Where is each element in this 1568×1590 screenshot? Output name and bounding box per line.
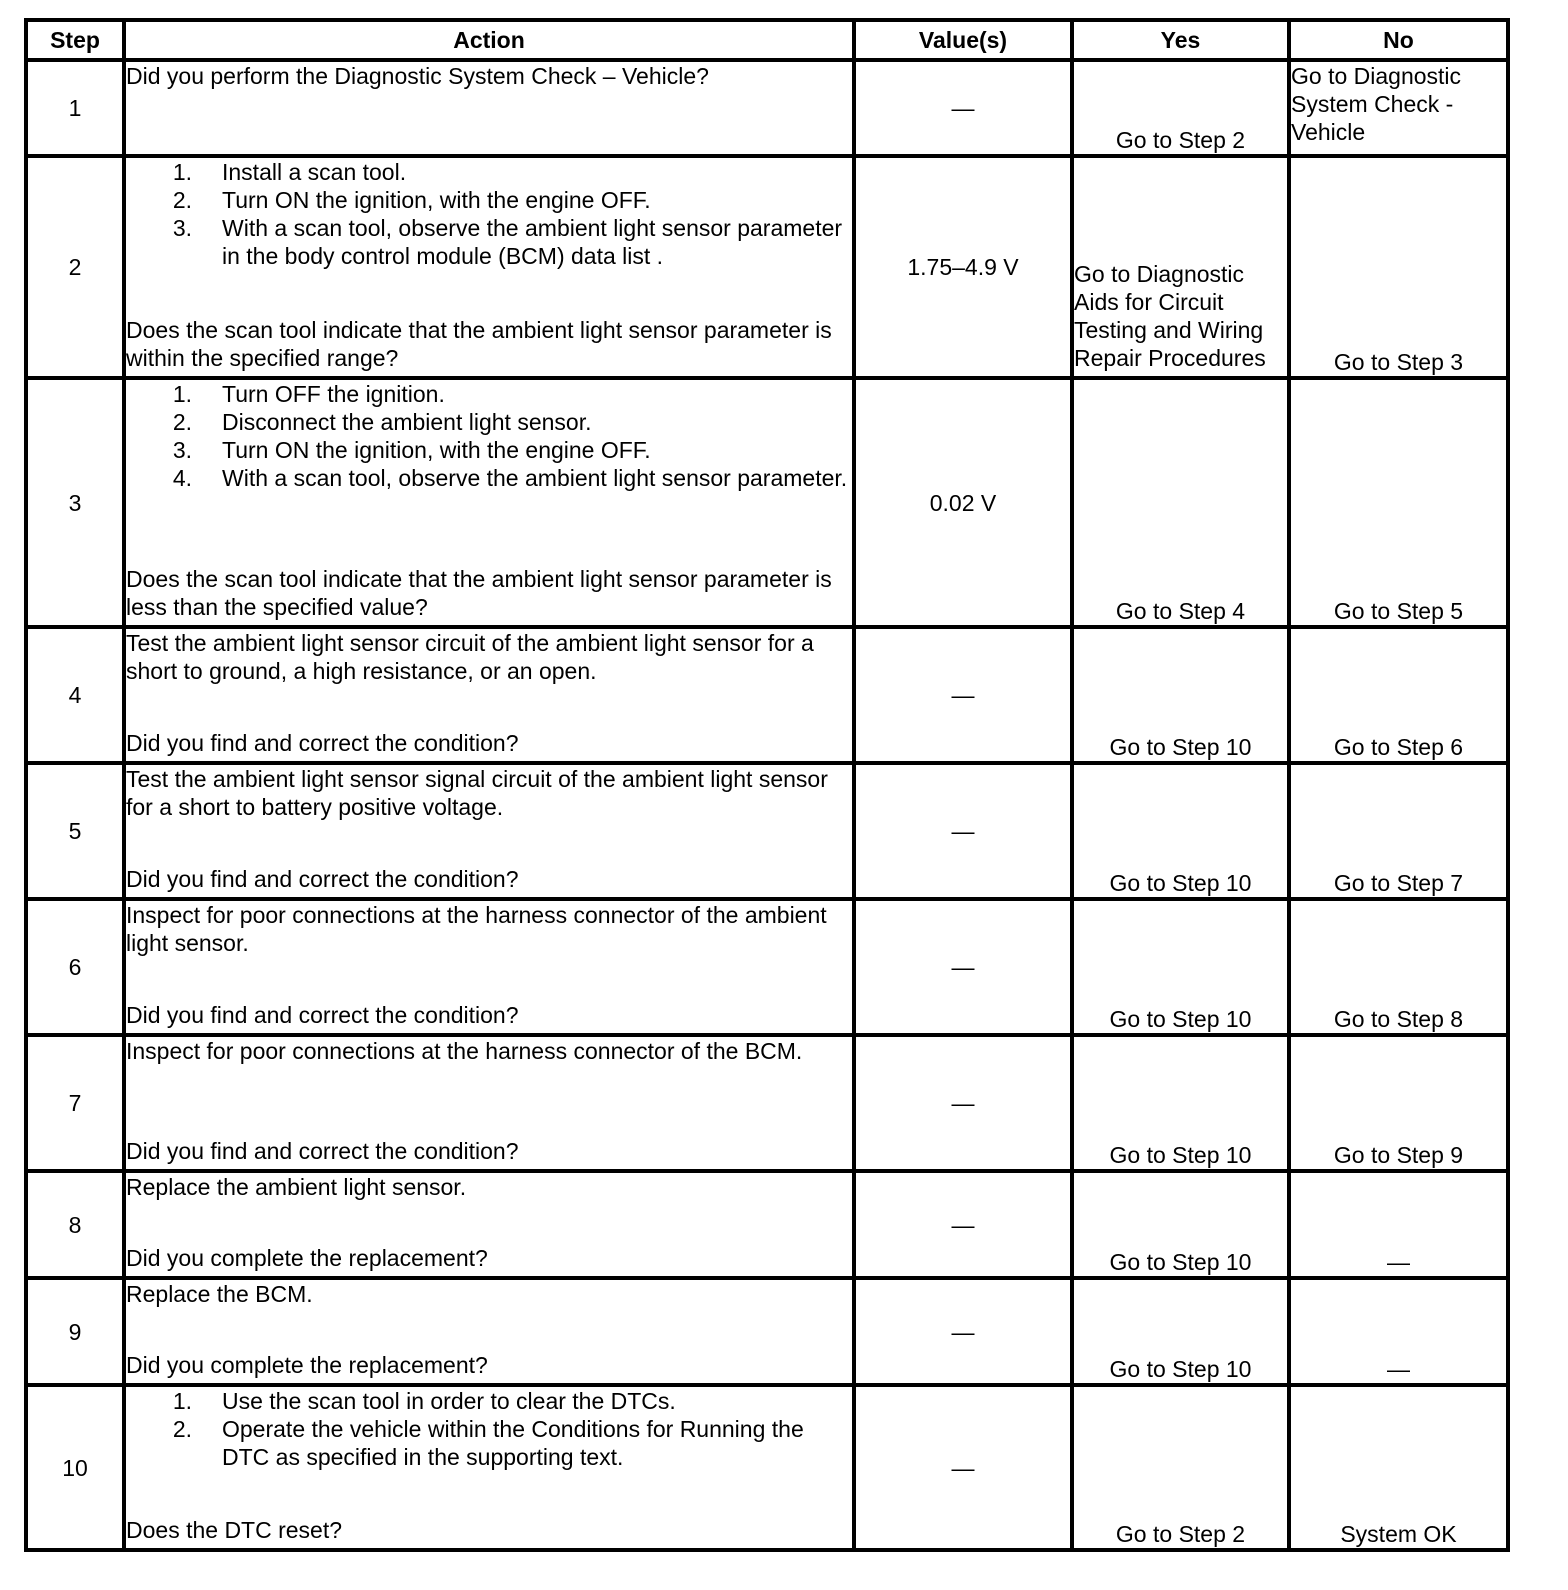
- no-cell: Go to Step 3: [1289, 156, 1508, 378]
- header-yes: Yes: [1072, 20, 1289, 60]
- value-cell: 1.75–4.9 V: [854, 156, 1072, 378]
- action-text: Inspect for poor connections at the harness connector of the ambient light sensor.: [126, 902, 827, 956]
- action-cell: [124, 899, 854, 1035]
- action-cell: [124, 1385, 854, 1550]
- step-number: 9: [26, 1278, 124, 1385]
- step-number: 2: [26, 156, 124, 378]
- action-cell: [124, 627, 854, 763]
- list-item: 1. Turn OFF the ignition.: [172, 381, 445, 407]
- yes-cell: Go to Step 10: [1072, 899, 1289, 1035]
- yes-cell: Go to Step 10: [1072, 1278, 1289, 1385]
- yes-cell: Go to Step 10: [1072, 627, 1289, 763]
- table-row: [26, 627, 1508, 763]
- yes-cell: Go to Diagnostic Aids for Circuit Testing and Wiring Repair Procedures: [1072, 156, 1289, 378]
- action-question: Did you find and correct the condition?: [126, 730, 519, 756]
- action-list: [126, 1387, 852, 1471]
- no-cell: Go to Step 6: [1289, 627, 1508, 763]
- action-cell: [124, 1278, 854, 1385]
- step-number: 3: [26, 378, 124, 627]
- table-row: [26, 1035, 1508, 1171]
- action-text: Test the ambient light sensor circuit of the ambient light sensor for a short to ground, a high resistance, or an open.: [126, 630, 814, 684]
- no-cell: Go to Diagnostic System Check - Vehicle: [1289, 60, 1508, 156]
- list-item: 2. Disconnect the ambient light sensor.: [172, 409, 592, 435]
- step-number: 10: [26, 1385, 124, 1550]
- value-cell: —: [854, 627, 1072, 763]
- table-row: [26, 378, 1508, 627]
- yes-cell: Go to Step 2: [1072, 60, 1289, 156]
- action-cell: [124, 763, 854, 899]
- action-cell: [124, 1035, 854, 1171]
- action-text: Test the ambient light sensor signal circuit of the ambient light sensor for a short to battery positive voltage.: [126, 766, 828, 820]
- list-item: 3. With a scan tool, observe the ambient light sensor parameter in the body control module (BCM) data list .: [172, 215, 843, 269]
- action-question: Did you find and correct the condition?: [126, 1002, 519, 1028]
- yes-cell: Go to Step 10: [1072, 1171, 1289, 1278]
- value-cell: —: [854, 1278, 1072, 1385]
- value-cell: —: [854, 1385, 1072, 1550]
- no-cell: Go to Step 5: [1289, 378, 1508, 627]
- table-row: [26, 763, 1508, 899]
- diagnostic-table: [24, 18, 1510, 1552]
- no-cell: —: [1289, 1278, 1508, 1385]
- action-question: Did you find and correct the condition?: [126, 1138, 519, 1164]
- header-values: Value(s): [854, 20, 1072, 60]
- no-cell: Go to Step 9: [1289, 1035, 1508, 1171]
- action-question: Does the scan tool indicate that the ambient light sensor parameter is within the specified range?: [126, 317, 832, 371]
- list-item: 2. Operate the vehicle within the Conditions for Running the DTC as specified in the supporting text.: [172, 1416, 804, 1470]
- value-cell: —: [854, 1035, 1072, 1171]
- action-list: [126, 380, 852, 492]
- action-text: Replace the BCM.: [126, 1281, 313, 1307]
- action-cell: [124, 378, 854, 627]
- table-row: [26, 1385, 1508, 1550]
- no-cell: System OK: [1289, 1385, 1508, 1550]
- yes-cell: Go to Step 10: [1072, 1035, 1289, 1171]
- table-row: [26, 156, 1508, 378]
- value-cell: —: [854, 60, 1072, 156]
- yes-cell: Go to Step 4: [1072, 378, 1289, 627]
- header-no: No: [1289, 20, 1508, 60]
- step-number: 5: [26, 763, 124, 899]
- header-action: Action: [124, 20, 854, 60]
- value-cell: —: [854, 763, 1072, 899]
- action-text: Inspect for poor connections at the harness connector of the BCM.: [126, 1038, 803, 1064]
- action-question: Did you complete the replacement?: [126, 1245, 488, 1271]
- action-question: Does the DTC reset?: [126, 1517, 343, 1543]
- table-row: [26, 899, 1508, 1035]
- value-cell: —: [854, 1171, 1072, 1278]
- list-item: 1. Install a scan tool.: [172, 159, 407, 185]
- yes-cell: Go to Step 2: [1072, 1385, 1289, 1550]
- header-row: [26, 20, 1508, 60]
- list-item: 3. Turn ON the ignition, with the engine OFF.: [172, 437, 651, 463]
- action-question: Did you perform the Diagnostic System Check – Vehicle?: [126, 63, 709, 89]
- no-cell: Go to Step 7: [1289, 763, 1508, 899]
- action-question: Did you find and correct the condition?: [126, 866, 519, 892]
- list-item: 4. With a scan tool, observe the ambient light sensor parameter.: [172, 465, 848, 491]
- step-number: 6: [26, 899, 124, 1035]
- header-step: Step: [26, 20, 124, 60]
- action-question: Did you complete the replacement?: [126, 1352, 488, 1378]
- action-text: Replace the ambient light sensor.: [126, 1174, 467, 1200]
- value-cell: 0.02 V: [854, 378, 1072, 627]
- action-list: [126, 158, 852, 270]
- step-number: 7: [26, 1035, 124, 1171]
- table-row: [26, 1278, 1508, 1385]
- list-item: 2. Turn ON the ignition, with the engine OFF.: [172, 187, 651, 213]
- no-cell: Go to Step 8: [1289, 899, 1508, 1035]
- step-number: 4: [26, 627, 124, 763]
- action-cell: [124, 1171, 854, 1278]
- no-cell: —: [1289, 1171, 1508, 1278]
- table-row: [26, 1171, 1508, 1278]
- action-question: Does the scan tool indicate that the ambient light sensor parameter is less than the specified value?: [126, 566, 832, 620]
- yes-cell: Go to Step 10: [1072, 763, 1289, 899]
- value-cell: —: [854, 899, 1072, 1035]
- action-cell: [124, 156, 854, 378]
- list-item: 1. Use the scan tool in order to clear the DTCs.: [172, 1388, 676, 1414]
- step-number: 8: [26, 1171, 124, 1278]
- action-cell: [124, 60, 854, 156]
- table-row: [26, 60, 1508, 156]
- step-number: 1: [26, 60, 124, 156]
